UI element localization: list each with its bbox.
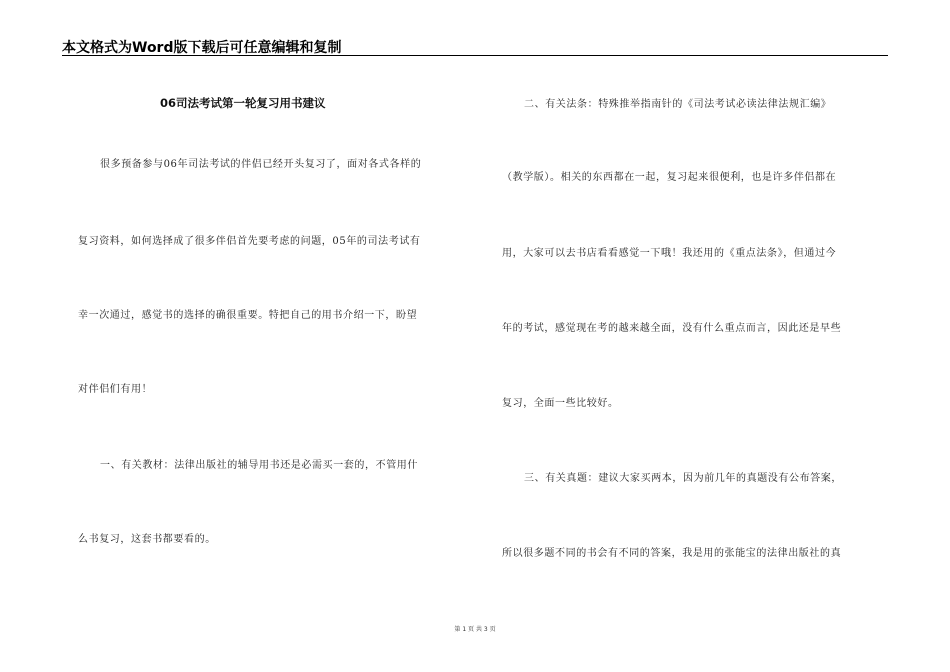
paragraph-line: 复习，全面一些比较好。 <box>502 398 619 409</box>
paragraph-line: 对伴侣们有用！ <box>78 384 153 395</box>
page-number: 第 1 页 共 3 页 <box>454 626 496 633</box>
paragraph-line: （教学版）。相关的东西都在一起，复习起来很便利，也是许多伴侣都在 <box>502 172 837 183</box>
paragraph-line: 年的考试，感觉现在考的越来越全面，没有什么重点而言，因此还是早些 <box>502 323 842 334</box>
paragraph-line: 幸一次通过，感觉书的选择的确很重要。特把自己的用书介绍一下，盼望 <box>78 310 418 321</box>
paragraph-line: 么书复习，这套书都要看的。 <box>78 534 216 545</box>
paragraph-line: 很多预备参与06年司法考试的伴侣已经开头复习了，面对各式各样的 <box>100 159 422 170</box>
paragraph-line: 复习资料，如何选择成了很多伴侣首先要考虑的问题，05年的司法考试有 <box>78 236 421 247</box>
paragraph-line: 二、有关法条：特殊推举指南针的《司法考试必读法律法规汇编》 <box>524 99 832 110</box>
paragraph-line: 一、有关教材：法律出版社的辅导用书还是必需买一套的，不管用什 <box>100 460 418 471</box>
paragraph-line: 所以很多题不同的书会有不同的答案，我是用的张能宝的法律出版社的真 <box>502 548 842 559</box>
header-divider <box>62 55 888 56</box>
document-title: 06司法考试第一轮复习用书建议 <box>160 96 326 110</box>
paragraph-line: 三、有关真题：建议大家买两本，因为前几年的真题没有公布答案， <box>524 473 842 484</box>
paragraph-line: 用，大家可以去书店看看感觉一下哦！我还用的《重点法条》，但通过今 <box>502 248 837 259</box>
page-header-title: 本文格式为Word版下载后可任意编辑和复制 <box>62 40 342 56</box>
